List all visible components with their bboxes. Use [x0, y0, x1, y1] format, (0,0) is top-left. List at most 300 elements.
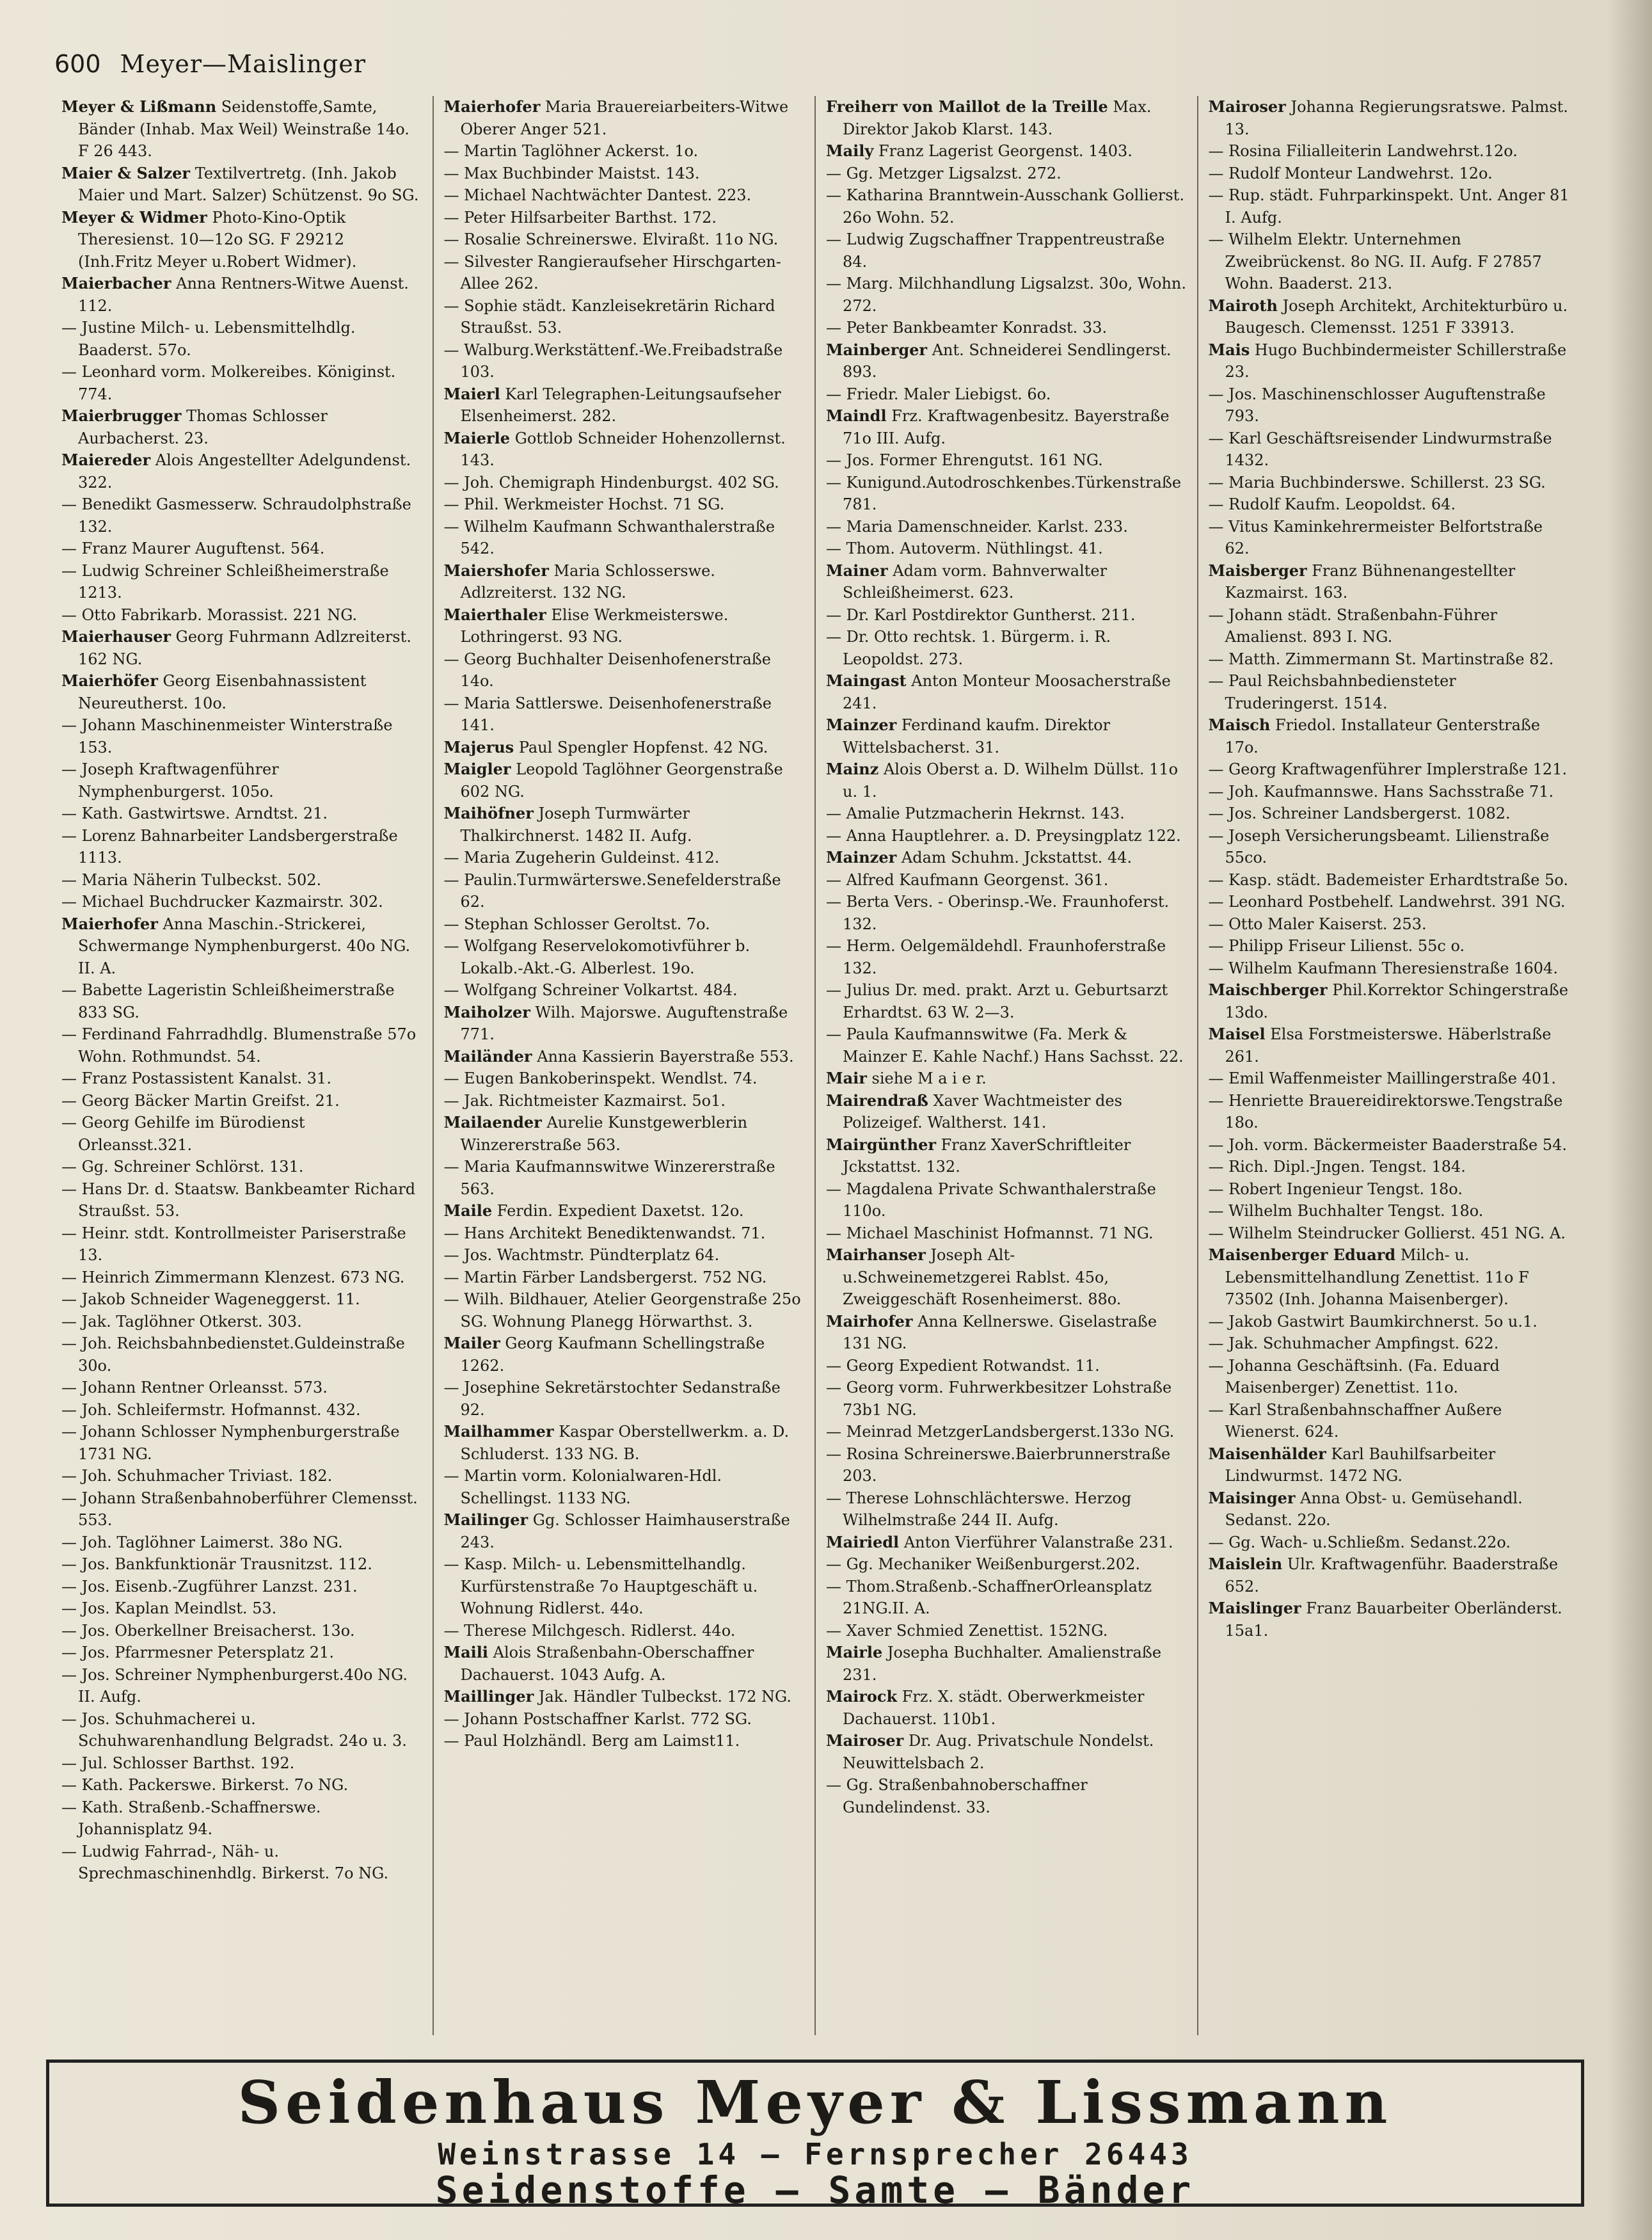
entry-surname: Maiershofer	[443, 561, 549, 580]
entry-details: — Rosina Schreinerswe.Baierbrunnerstraße 203.	[826, 1444, 1171, 1485]
entry-details: — Hans Architekt Benediktenwandst. 71.	[443, 1224, 766, 1242]
entry-details: Aurelie Kunstgewerblerin Winzererstraße 563.	[460, 1114, 748, 1154]
directory-entry	[1209, 1332, 1571, 1355]
entry-details: Franz Lagerist Georgenst. 1403.	[878, 142, 1132, 160]
directory-entry	[444, 758, 805, 803]
page-range-heading: Meyer—Maislinger	[120, 50, 367, 78]
column-2	[434, 96, 816, 2035]
entry-details: — Paula Kaufmannswitwe (Fa. Merk & Mainzer E. Kahle Nachf.) Hans Sachsst. 22.	[826, 1025, 1184, 1066]
directory-entry	[444, 560, 805, 604]
directory-entry	[1209, 891, 1571, 913]
entry-details: — Jak. Richtmeister Kazmairst. 5o1.	[443, 1091, 726, 1110]
directory-entry	[61, 1642, 422, 1664]
entry-details: — Eugen Bankoberinspekt. Wendlst. 74.	[443, 1069, 758, 1087]
entry-details: — Leonhard Postbehelf. Landwehrst. 391 NG.	[1208, 893, 1566, 911]
entry-details: — Gg. Schreiner Schlörst. 131.	[61, 1158, 304, 1176]
entry-details: Frz. Kraftwagenbesitz. Bayerstraße 71o III. Aufg.	[843, 407, 1170, 447]
entry-details: — Rosalie Schreinerswe. Elviraßt. 11o NG.	[443, 230, 779, 248]
directory-entry	[61, 1796, 422, 1841]
entry-details: — Martin Färber Landsbergerst. 752 NG.	[443, 1268, 767, 1286]
directory-entry	[826, 1576, 1187, 1620]
entry-details: — Rosina Filialleiterin Landwehrst.12o.	[1208, 142, 1518, 160]
directory-entry	[444, 1046, 805, 1068]
entry-details: — Maria Buchbinderswe. Schillerst. 23 SG.	[1208, 473, 1546, 492]
directory-entry	[826, 1730, 1187, 1774]
directory-entry	[1209, 670, 1571, 714]
directory-entry	[826, 979, 1187, 1023]
entry-details: — Michael Buchdrucker Kazmairstr. 302.	[61, 893, 383, 911]
entry-details: Anna Maschin.-Strickerei, Schwermange Nymphenburgerst. 40o NG. II. A.	[78, 915, 411, 977]
entry-details: Ferdin. Expedient Daxetst. 12o.	[496, 1202, 744, 1220]
directory-entry	[444, 1068, 805, 1090]
page-header	[54, 50, 1577, 88]
entry-details: — Magdalena Private Schwanthalerstraße 110o.	[826, 1180, 1156, 1220]
entry-details: — Lorenz Bahnarbeiter Landsbergerstraße 1113.	[61, 826, 398, 867]
directory-entry	[444, 1200, 805, 1222]
entry-details: Anton Monteur Moosacherstraße 241.	[843, 672, 1171, 712]
entry-details: — Maria Näherin Tulbeckst. 502.	[61, 870, 322, 889]
entry-details: — Robert Ingenieur Tengst. 18o.	[1208, 1180, 1463, 1198]
entry-details: Alois Straßenbahn-Oberschaffner Dachauerst. 1043 Aufg. A.	[460, 1644, 754, 1684]
directory-entry	[1209, 1532, 1571, 1554]
entry-details: — Jos. Maschinenschlosser Auguftenstraße 793.	[1208, 385, 1546, 425]
entry-details: — Jos. Schreiner Nymphenburgerst.40o NG. II. Aufg.	[61, 1665, 408, 1706]
entry-details: — Dr. Otto rechtsk. 1. Bürgerm. i. R. Leopoldst. 273.	[826, 628, 1111, 668]
directory-entry	[444, 1222, 805, 1245]
entry-surname: Maigler	[443, 760, 511, 778]
directory-entry	[1209, 163, 1571, 185]
entry-surname: Maierhauser	[61, 627, 171, 646]
entry-details: — Amalie Putzmacherin Hekrnst. 143.	[826, 804, 1125, 822]
directory-entry	[826, 1178, 1187, 1222]
entry-details: — Jos. Wachtmstr. Pündterplatz 64.	[443, 1246, 720, 1264]
directory-entry	[61, 1332, 422, 1377]
directory-entry	[61, 1421, 422, 1465]
entry-details: — Joseph Versicherungsbeamt. Lilienstraße 55co.	[1208, 826, 1550, 867]
entry-surname: Mairiedl	[826, 1532, 900, 1551]
entry-details: — Herm. Oelgemäldehdl. Fraunhoferstraße 132.	[826, 937, 1166, 977]
entry-details: Wilh. Majorswe. Auguftenstraße 771.	[460, 1003, 788, 1043]
entry-details: Anna Kassierin Bayerstraße 553.	[537, 1047, 794, 1066]
entry-details: — Jos. Schuhmacherei u. Schuhwarenhandlung Belgradst. 24o u. 3.	[61, 1709, 407, 1750]
entry-details: Thomas Schlosser Aurbacherst. 23.	[78, 407, 328, 447]
directory-entry	[826, 184, 1187, 228]
directory-entry	[61, 714, 422, 758]
entry-details: — Maria Damenschneider. Karlst. 233.	[826, 517, 1128, 536]
entry-details: — Kasp. städt. Bademeister Erhardtstraße 5o.	[1208, 870, 1569, 889]
entry-surname: Maislein	[1208, 1555, 1283, 1573]
entry-details: Alois Angestellter Adelgundenst. 322.	[78, 451, 411, 492]
entry-details: — Katharina Branntwein-Ausschank Gollierst. 26o Wohn. 52.	[826, 186, 1184, 227]
entry-details: — Kath. Straßenb.-Schaffnerswe. Johannisplatz 94.	[61, 1798, 321, 1838]
entry-details: — Thom. Autoverm. Nüthlingst. 41.	[826, 540, 1103, 557]
directory-entry	[61, 758, 422, 803]
directory-entry	[826, 1134, 1187, 1178]
directory-entry	[826, 1642, 1187, 1686]
entry-details: siehe M a i e r.	[871, 1069, 987, 1087]
directory-entry	[826, 1244, 1187, 1311]
entry-details: Alois Oberst a. D. Wilhelm Düllst. 11o u. 1.	[843, 760, 1179, 801]
directory-entry	[444, 516, 805, 560]
entry-details: — Vitus Kaminkehrermeister Belfortstraße 62.	[1208, 517, 1543, 557]
directory-entry	[1209, 1134, 1571, 1156]
directory-entry	[61, 979, 422, 1023]
entry-details: — Jak. Taglöhner Otkerst. 303.	[61, 1312, 302, 1331]
entry-details: — Wilhelm Steindrucker Gollierst. 451 NG. A.	[1208, 1224, 1566, 1242]
entry-details: — Wilh. Bildhauer, Atelier Georgenstraße 25o SG. Wohnung Planegg Hörwarthst. 3.	[443, 1290, 801, 1331]
advertisement-box	[46, 2060, 1584, 2212]
entry-details: Ulr. Kraftwagenführ. Baaderstraße 652.	[1225, 1555, 1559, 1596]
entry-surname: Mairoser	[826, 1731, 904, 1750]
directory-entry	[1209, 714, 1571, 758]
directory-entry	[826, 1532, 1187, 1554]
directory-entry	[444, 1642, 805, 1686]
directory-entry	[444, 140, 805, 163]
directory-entry	[61, 1708, 422, 1752]
directory-entry	[1209, 1311, 1571, 1333]
entry-details: — Alfred Kaufmann Georgenst. 361.	[826, 870, 1109, 889]
directory-entry	[61, 405, 422, 449]
directory-entry	[444, 383, 805, 428]
entry-details: Frz. X. städt. Oberwerkmeister Dachauerst. 110b1.	[843, 1688, 1145, 1728]
directory-entry	[1209, 428, 1571, 472]
directory-entry	[444, 1090, 805, 1112]
directory-entry	[826, 96, 1187, 140]
directory-entry	[61, 1620, 422, 1642]
entry-surname: Mairle	[826, 1643, 883, 1661]
directory-entry	[61, 96, 422, 163]
entry-details: — Rudolf Kaufm. Leopoldst. 64.	[1208, 495, 1456, 513]
entry-details: — Joh. Schuhmacher Triviast. 182.	[61, 1467, 333, 1485]
entry-surname: Maiholzer	[443, 1002, 530, 1021]
entry-details: Georg Kaufmann Schellingstraße 1262.	[460, 1334, 765, 1375]
entry-details: — Benedikt Gasmesserw. Schraudolphstraße 132.	[61, 495, 411, 536]
directory-entry	[444, 847, 805, 869]
directory-entry	[826, 383, 1187, 406]
directory-entry	[1209, 825, 1571, 869]
directory-entry	[1209, 1443, 1571, 1487]
directory-entry	[444, 96, 805, 140]
directory-entry	[826, 604, 1187, 627]
entry-surname: Maierthaler	[443, 605, 546, 624]
entry-details: — Rudolf Monteur Landwehrst. 12o.	[1208, 164, 1493, 182]
directory-entry	[61, 670, 422, 714]
entry-details: Joseph Architekt, Architekturbüro u. Baugesch. Clemensst. 1251 F 33913.	[1225, 296, 1568, 337]
entry-surname: Maile	[443, 1201, 493, 1220]
entry-details: — Leonhard vorm. Molkereibes. Königinst. 774.	[61, 363, 396, 403]
entry-details: — Jos. Schreiner Landsbergerst. 1082.	[1208, 804, 1511, 822]
directory-entry	[826, 670, 1187, 714]
directory-entry	[444, 1377, 805, 1421]
directory-entry	[1209, 1553, 1571, 1597]
directory-entry	[444, 493, 805, 516]
entry-surname: Mailaender	[443, 1113, 542, 1132]
directory-entry	[1209, 1023, 1571, 1068]
entry-surname: Maindl	[826, 406, 887, 425]
entry-details: Anton Vierführer Valanstraße 231.	[903, 1533, 1173, 1551]
entry-details: Adam vorm. Bahnverwalter Schleißheimerst. 623.	[843, 561, 1108, 602]
directory-entry	[826, 1068, 1187, 1090]
entry-details: Paul Spengler Hopfenst. 42 NG.	[518, 738, 768, 756]
entry-details: — Martin Taglöhner Ackerst. 1o.	[443, 142, 699, 160]
entry-details: — Joseph Kraftwagenführer Nymphenburgerst. 105o.	[61, 760, 279, 801]
entry-details: — Joh. Chemigraph Hindenburgst. 402 SG.	[443, 473, 779, 492]
directory-entry	[61, 273, 422, 317]
entry-details: — Phil. Werkmeister Hochst. 71 SG.	[443, 495, 725, 513]
entry-surname: Maisch	[1208, 716, 1271, 734]
entry-details: Georg Fuhrmann Adlzreiterst. 162 NG.	[78, 628, 411, 668]
directory-entry	[444, 251, 805, 295]
entry-surname: Mair	[826, 1069, 867, 1087]
entry-details: — Jakob Schneider Wageneggerst. 11.	[61, 1290, 360, 1308]
directory-entry	[1209, 1156, 1571, 1178]
directory-entry	[1209, 140, 1571, 163]
directory-entry	[61, 1399, 422, 1421]
directory-entry	[1209, 979, 1571, 1023]
entry-details: — Georg Kraftwagenführer Implerstraße 121.	[1208, 760, 1568, 778]
directory-entry	[1209, 1068, 1571, 1090]
entry-details: Ant. Schneiderei Sendlingerst. 893.	[843, 340, 1171, 381]
directory-entry	[826, 758, 1187, 803]
entry-details: — Justine Milch- u. Lebensmittelhdlg. Baaderst. 57o.	[61, 319, 356, 359]
directory-entry	[826, 1023, 1187, 1068]
entry-details: — Karl Geschäftsreisender Lindwurmstraße 1432.	[1208, 429, 1552, 469]
entry-details: — Maria Zugeherin Guldeinst. 412.	[443, 849, 720, 867]
directory-entry	[61, 913, 422, 980]
entry-details: — Stephan Schlosser Geroltst. 7o.	[443, 915, 710, 933]
page-number: 600	[54, 50, 101, 78]
entry-surname: Mainz	[826, 760, 879, 778]
entry-details: — Gg. Wach- u.Schließm. Sedanst.22o.	[1208, 1533, 1511, 1551]
entry-details: — Dr. Karl Postdirektor Guntherst. 211.	[826, 605, 1136, 624]
entry-details: Gottlob Schneider Hohenzollernst. 143.	[460, 429, 786, 469]
directory-entry	[826, 891, 1187, 935]
entry-details: — Walburg.Werkstättenf.-We.Freibadstraße 103.	[443, 340, 783, 381]
entry-details: Dr. Aug. Privatschule Nondelst. Neuwittelsbach 2.	[843, 1732, 1154, 1772]
directory-entry	[61, 1068, 422, 1090]
directory-entry	[826, 1421, 1187, 1443]
entry-details: — Jos. Bankfunktionär Trausnitzst. 112.	[61, 1555, 372, 1573]
directory-entry	[61, 1222, 422, 1267]
directory-entry	[826, 1311, 1187, 1355]
entry-details: — Friedr. Maler Liebigst. 6o.	[826, 385, 1051, 403]
entry-details: Friedol. Installateur Genterstraße 17o.	[1225, 716, 1541, 756]
entry-details: — Kunigund.Autodroschkenbes.Türkenstraße 781.	[826, 473, 1182, 513]
entry-details: Milch- u. Lebensmittelhandlung Zenettist. 11o F 73502 (Inh. Johanna Maisenberger).	[1225, 1246, 1529, 1308]
entry-details: — Joh. Reichsbahnbedienstet.Guldeinstraße 30o.	[61, 1334, 405, 1375]
entry-surname: Meyer & Lißmann	[61, 97, 217, 116]
entry-surname: Mairhanser	[826, 1245, 926, 1264]
directory-entry	[444, 803, 805, 847]
entry-details: — Sophie städt. Kanzleisekretärin Richard Straußst. 53.	[443, 296, 775, 337]
directory-entry	[61, 1553, 422, 1576]
entry-details: — Michael Nachtwächter Dantest. 223.	[443, 186, 752, 204]
directory-entry	[1209, 228, 1571, 295]
entry-details: — Silvester Rangieraufseher Hirschgarten-Allee 262.	[443, 252, 781, 292]
directory-entry	[826, 472, 1187, 516]
entry-details: — Joh. Kaufmannswe. Hans Sachsstraße 71.	[1208, 782, 1554, 801]
directory-entry	[1209, 516, 1571, 560]
directory-entry	[61, 604, 422, 627]
entry-details: Franz Bühnenangestellter Kazmairst. 163.	[1225, 561, 1516, 602]
entry-details: — Peter Bankbeamter Konradst. 33.	[826, 319, 1108, 337]
directory-entry	[1209, 1090, 1571, 1134]
entry-details: — Emil Waffenmeister Maillingerstraße 401.	[1208, 1069, 1557, 1087]
directory-entry	[444, 1002, 805, 1046]
entry-details: — Josephine Sekretärstochter Sedanstraße 92.	[443, 1379, 781, 1419]
directory-entry	[61, 1090, 422, 1112]
entry-details: — Gg. Mechaniker Weißenburgerst.202.	[826, 1555, 1141, 1573]
directory-entry	[444, 1421, 805, 1465]
entry-details: Josepha Buchhalter. Amalienstraße 231.	[843, 1644, 1162, 1684]
directory-entry	[61, 1774, 422, 1796]
entry-details: — Heinrich Zimmermann Klenzest. 673 NG.	[61, 1268, 405, 1286]
entry-details: — Paulin.Turmwärterswe.Senefelderstraße 62.	[443, 870, 781, 911]
entry-details: — Georg Gehilfe im Bürodienst Orleansst.321.	[61, 1114, 305, 1154]
entry-surname: Mailänder	[443, 1046, 532, 1066]
entry-details: — Jos. Pfarrmesner Petersplatz 21.	[61, 1644, 334, 1661]
entry-details: — Jak. Schuhmacher Ampfingst. 622.	[1208, 1334, 1499, 1352]
directory-entry	[444, 1620, 805, 1642]
entry-details: — Otto Fabrikarb. Morassist. 221 NG.	[61, 605, 358, 624]
entry-details: Anna Kellnerswe. Giselastraße 131 NG.	[843, 1312, 1157, 1352]
ad-company-name: Seidenhaus Meyer & Lissmann	[237, 2068, 1393, 2137]
column-4	[1198, 96, 1581, 2035]
entry-details: — Georg Buchhalter Deisenhofenerstraße 14o.	[443, 650, 771, 690]
entry-details: — Joh. Taglöhner Laimerst. 38o NG.	[61, 1533, 343, 1551]
entry-details: — Jos. Eisenb.-Zugführer Lanzst. 231.	[61, 1577, 358, 1596]
directory-columns	[51, 96, 1580, 2035]
entry-details: — Georg Bäcker Martin Greifst. 21.	[61, 1091, 340, 1110]
ad-products: Seidenstoffe — Samte — Bänder	[435, 2168, 1195, 2212]
entry-details: Max. Direktor Jakob Klarst. 143.	[843, 98, 1152, 138]
entry-surname: Mainzer	[826, 848, 897, 867]
entry-details: Anna Rentners-Witwe Auenst. 112.	[78, 275, 409, 315]
entry-details: Johanna Regierungsratswe. Palmst. 13.	[1225, 98, 1568, 138]
directory-entry	[444, 1332, 805, 1377]
entry-surname: Maier & Salzer	[61, 163, 191, 182]
directory-entry	[444, 979, 805, 1002]
directory-entry	[61, 1576, 422, 1598]
entry-details: Textilvertretg. (Inh. Jakob Maier und Mart. Salzer) Schützenst. 9o SG.	[78, 164, 419, 204]
entry-details: Adam Schuhm. Jckstattst. 44.	[901, 849, 1132, 867]
directory-entry	[1209, 295, 1571, 339]
entry-details: — Paul Holzhändl. Berg am Laimst11.	[443, 1732, 740, 1750]
entry-details: — Matth. Zimmermann St. Martinstraße 82.	[1208, 650, 1554, 668]
directory-entry	[61, 825, 422, 869]
entry-details: — Rup. städt. Fuhrparkinspekt. Unt. Anger 81 I. Aufg.	[1208, 186, 1569, 227]
entry-surname: Mainzer	[826, 716, 897, 734]
entry-details: — Ludwig Zugschaffner Trappentreustraße 84.	[826, 230, 1165, 271]
directory-entry	[826, 825, 1187, 847]
directory-entry	[61, 361, 422, 405]
entry-surname: Mairendraß	[826, 1091, 928, 1110]
entry-details: Franz Bauarbeiter Oberländerst. 15a1.	[1225, 1599, 1562, 1640]
directory-entry	[1209, 869, 1571, 892]
directory-entry	[826, 449, 1187, 472]
entry-details: — Maria Sattlerswe. Deisenhofenerstraße 141.	[443, 694, 772, 734]
directory-entry	[61, 1156, 422, 1178]
directory-entry	[826, 803, 1187, 825]
entry-surname: Maisberger	[1208, 561, 1307, 580]
entry-details: — Franz Postassistent Kanalst. 31.	[61, 1069, 331, 1087]
directory-entry	[826, 935, 1187, 979]
directory-entry	[444, 428, 805, 472]
directory-entry	[826, 1443, 1187, 1487]
entry-details: — Michael Maschinist Hofmannst. 71 NG.	[826, 1224, 1154, 1242]
directory-entry	[1209, 339, 1571, 383]
directory-entry	[826, 317, 1187, 339]
entry-details: — Wilhelm Kaufmann Schwanthalerstraße 542.	[443, 517, 775, 557]
entry-surname: Mailhammer	[443, 1422, 554, 1441]
entry-details: — Paul Reichsbahnbediensteter Truderingerst. 1514.	[1208, 672, 1456, 712]
entry-details: — Johann Schlosser Nymphenburgerstraße 1731 NG.	[61, 1423, 400, 1463]
entry-surname: Maierle	[443, 428, 511, 447]
entry-details: — Maria Kaufmannswitwe Winzererstraße 563.	[443, 1158, 775, 1198]
entry-details: — Rich. Dipl.-Jngen. Tengst. 184.	[1208, 1158, 1466, 1176]
entry-details: — Johann Rentner Orleansst. 573.	[61, 1379, 328, 1396]
directory-entry	[444, 1267, 805, 1289]
entry-surname: Mais	[1208, 340, 1250, 359]
directory-entry	[61, 1465, 422, 1487]
directory-entry	[61, 891, 422, 913]
directory-entry	[1209, 1399, 1571, 1443]
directory-entry	[1209, 648, 1571, 671]
entry-surname: Maierl	[443, 384, 500, 403]
directory-entry	[826, 1774, 1187, 1818]
column-3	[816, 96, 1198, 2035]
entry-details: — Jul. Schlosser Barthst. 192.	[61, 1754, 295, 1772]
directory-entry	[61, 1023, 422, 1068]
directory-entry	[826, 339, 1187, 383]
entry-details: Maria Brauereiarbeiters-Witwe Oberer Anger 521.	[460, 98, 789, 138]
directory-entry	[444, 913, 805, 936]
entry-surname: Mainberger	[826, 340, 928, 359]
directory-entry	[61, 207, 422, 273]
entry-details: Elsa Forstmeisterswe. Häberlstraße 261.	[1225, 1025, 1552, 1066]
entry-details: — Therese Milchgesch. Ridlerst. 44o.	[443, 1621, 736, 1640]
directory-entry	[1209, 1597, 1571, 1642]
directory-entry	[1209, 96, 1571, 140]
directory-entry	[61, 1487, 422, 1532]
directory-entry	[826, 538, 1187, 560]
entry-surname: Maingast	[826, 671, 907, 690]
entry-details: Jak. Händler Tulbeckst. 172 NG.	[538, 1688, 791, 1706]
directory-entry	[61, 493, 422, 538]
entry-surname: Mairock	[826, 1687, 898, 1706]
entry-details: — Wilhelm Elektr. Unternehmen Zweibrückenst. 8o NG. II. Aufg. F 27857 Wohn. Baaderst. 213.	[1208, 230, 1542, 292]
column-1	[51, 96, 434, 2035]
entry-details: — Wilhelm Buchhalter Tengst. 18o.	[1208, 1202, 1484, 1220]
directory-entry	[444, 935, 805, 979]
entry-surname: Mainer	[826, 561, 888, 580]
entry-details: — Johanna Geschäftsinh. (Fa. Eduard Maisenberger) Zenettist. 11o.	[1208, 1356, 1500, 1396]
directory-entry	[1209, 1487, 1571, 1532]
directory-entry	[61, 1532, 422, 1554]
entry-details: — Wilhelm Kaufmann Theresienstraße 1604.	[1208, 959, 1558, 977]
directory-entry	[1209, 1244, 1571, 1311]
directory-entry	[444, 184, 805, 207]
entry-surname: Maischberger	[1208, 980, 1328, 999]
directory-entry	[826, 163, 1187, 185]
entry-details: — Hans Dr. d. Staatsw. Bankbeamter Richard Straußst. 53.	[61, 1180, 416, 1220]
directory-entry	[444, 869, 805, 913]
entry-details: — Jos. Kaplan Meindlst. 53.	[61, 1599, 277, 1617]
directory-entry	[61, 317, 422, 361]
directory-entry	[444, 295, 805, 339]
directory-entry	[826, 626, 1187, 670]
directory-entry	[826, 405, 1187, 449]
